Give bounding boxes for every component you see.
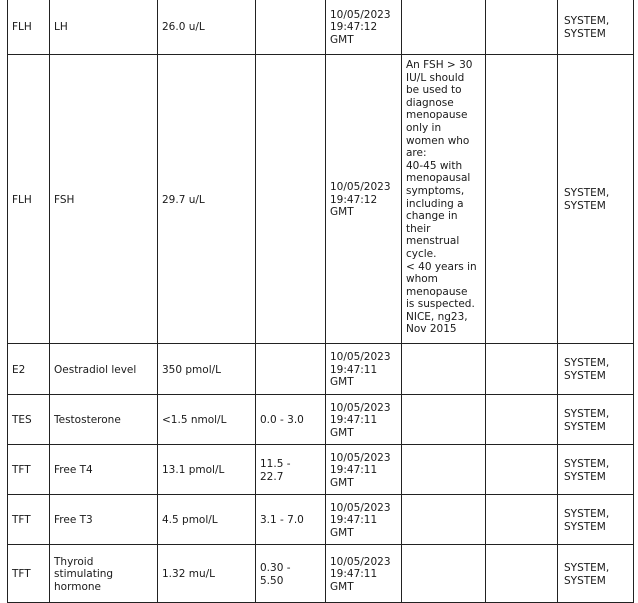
range-cell [256,55,326,344]
user-cell: SYSTEM, SYSTEM [558,395,634,445]
note-cell [402,545,486,603]
blank-cell [486,55,558,344]
test-name-cell: Testosterone [50,395,158,445]
user-cell: SYSTEM, SYSTEM [558,445,634,495]
user-cell: SYSTEM, SYSTEM [558,0,634,55]
range-cell: 3.1 - 7.0 [256,495,326,545]
dept-cell: FLH [8,0,50,55]
dept-cell: FLH [8,55,50,344]
dept-cell: TFT [8,495,50,545]
blank-cell [486,445,558,495]
test-name-cell: Oestradiol level [50,344,158,395]
datetime-cell: 10/05/2023 19:47:12 GMT [326,0,402,55]
table-row [8,545,634,603]
table-row [8,0,634,55]
datetime-cell: 10/05/2023 19:47:11 GMT [326,445,402,495]
result-cell: <1.5 nmol/L [158,395,256,445]
lab-results-table [7,0,634,603]
blank-cell [486,545,558,603]
note-cell [402,344,486,395]
blank-cell [486,0,558,55]
table-row [8,344,634,395]
table-row [8,395,634,445]
blank-cell [486,495,558,545]
blank-cell [486,395,558,445]
blank-cell [486,344,558,395]
datetime-cell: 10/05/2023 19:47:11 GMT [326,495,402,545]
note-cell [402,395,486,445]
user-cell: SYSTEM, SYSTEM [558,495,634,545]
result-cell: 26.0 u/L [158,0,256,55]
note-cell [402,445,486,495]
range-cell: 0.30 - 5.50 [256,545,326,603]
dept-cell: E2 [8,344,50,395]
user-cell: SYSTEM, SYSTEM [558,55,634,344]
table-row [8,445,634,495]
table-row [8,495,634,545]
test-name-cell: Thyroid stimulating hormone [50,545,158,603]
range-cell: 11.5 - 22.7 [256,445,326,495]
test-name-cell: LH [50,0,158,55]
note-cell: An FSH > 30 IU/L should be used to diagnose menopause only in women who are: 40-45 with menopausal symptoms, including a change in their menstrual cycle. < 40 years in whom menopause is suspected. NICE, ng23, Nov 2015 [402,55,486,344]
user-cell: SYSTEM, SYSTEM [558,344,634,395]
datetime-cell: 10/05/2023 19:47:11 GMT [326,395,402,445]
result-cell: 1.32 mu/L [158,545,256,603]
note-cell [402,495,486,545]
result-cell: 4.5 pmol/L [158,495,256,545]
note-cell [402,0,486,55]
result-cell: 13.1 pmol/L [158,445,256,495]
result-cell: 29.7 u/L [158,55,256,344]
dept-cell: TFT [8,545,50,603]
dept-cell: TFT [8,445,50,495]
test-name-cell: Free T4 [50,445,158,495]
dept-cell: TES [8,395,50,445]
range-cell [256,0,326,55]
table-row [8,55,634,344]
range-cell: 0.0 - 3.0 [256,395,326,445]
datetime-cell: 10/05/2023 19:47:11 GMT [326,344,402,395]
result-cell: 350 pmol/L [158,344,256,395]
test-name-cell: Free T3 [50,495,158,545]
datetime-cell: 10/05/2023 19:47:11 GMT [326,545,402,603]
test-name-cell: FSH [50,55,158,344]
range-cell [256,344,326,395]
user-cell: SYSTEM, SYSTEM [558,545,634,603]
datetime-cell: 10/05/2023 19:47:12 GMT [326,55,402,344]
